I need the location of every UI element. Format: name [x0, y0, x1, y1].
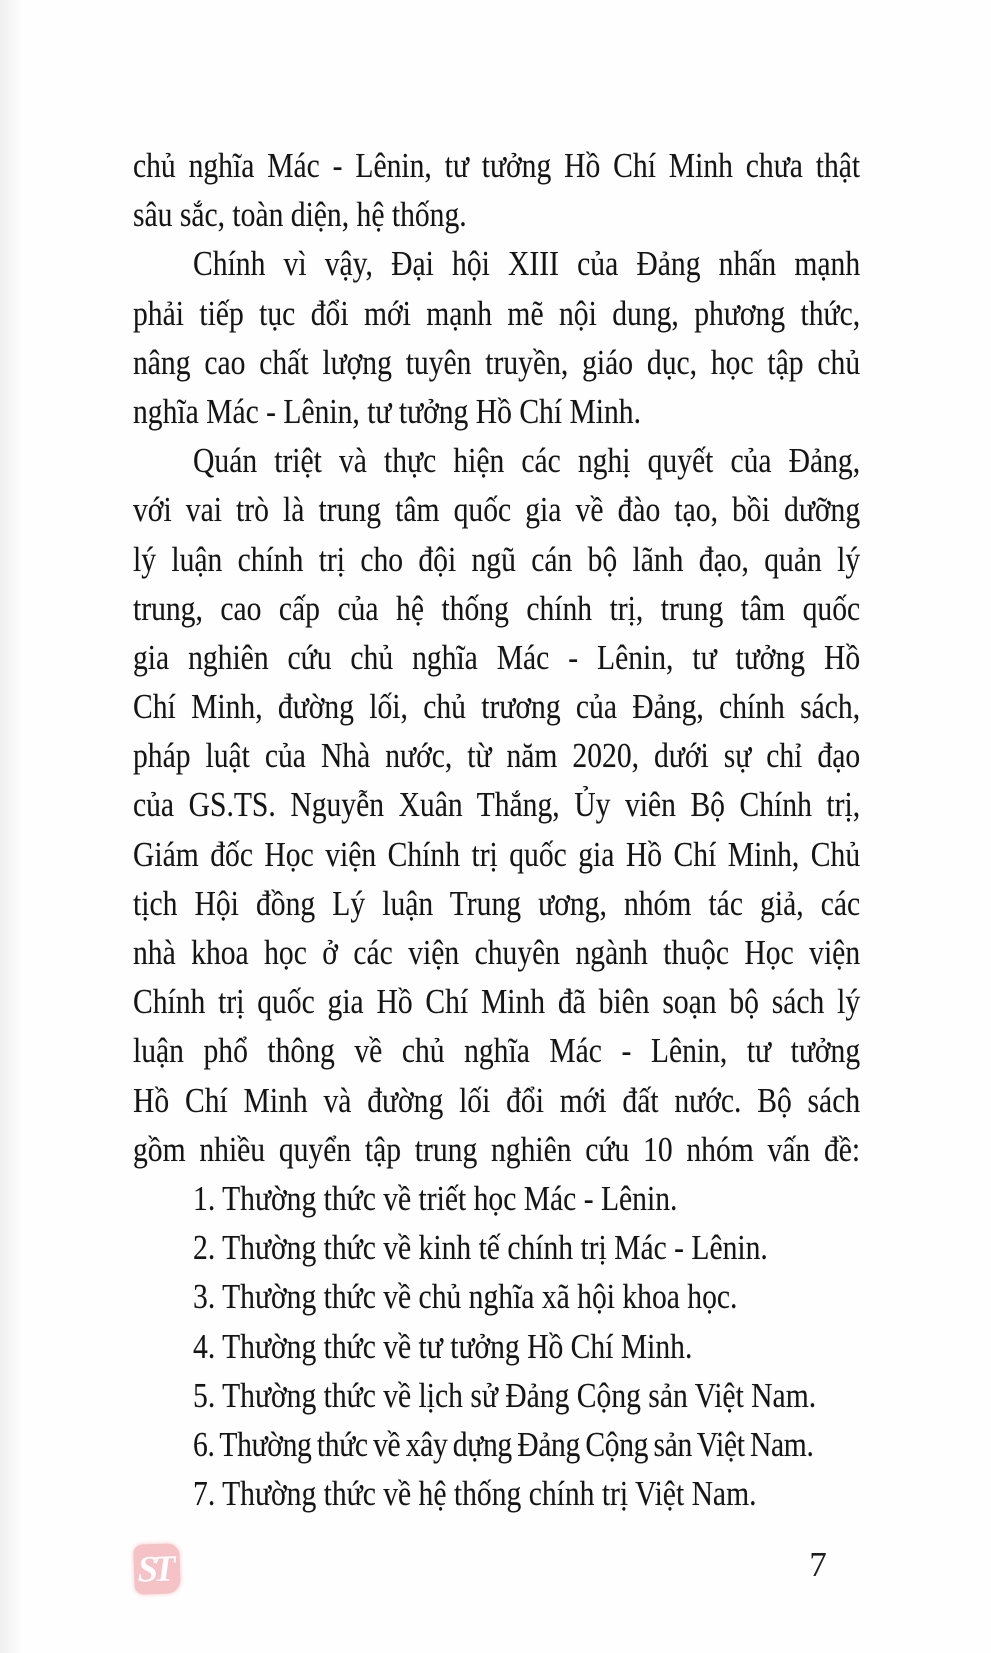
text-line: với vai trò là trung tâm quốc gia về đào tạo, bồi dưỡng	[133, 490, 861, 530]
text-line: luận phổ thông về chủ nghĩa Mác - Lênin, tư tưởng	[133, 1031, 861, 1071]
text-line: phải tiếp tục đổi mới mạnh mẽ nội dung, phương thức,	[133, 293, 861, 333]
text-line: gia nghiên cứu chủ nghĩa Mác - Lênin, tư tưởng Hồ	[133, 637, 861, 677]
text-line: pháp luật của Nhà nước, từ năm 2020, dưới sự chỉ đạo	[133, 736, 861, 776]
text-line: 7. Thường thức về hệ thống chính trị Việt Nam.	[193, 1474, 757, 1514]
text-line: 6. Thường thức về xây dựng Đảng Cộng sản Việt Nam.	[193, 1424, 814, 1464]
text-line: Giám đốc Học viện Chính trị quốc gia Hồ Chí Minh, Chủ	[133, 834, 861, 874]
body-text-block	[133, 141, 860, 1518]
text-line: của GS.TS. Nguyễn Xuân Thắng, Ủy viên Bộ Chính trị,	[133, 785, 861, 825]
text-line: 4. Thường thức về tư tưởng Hồ Chí Minh.	[193, 1326, 693, 1366]
text-line: Quán triệt và thực hiện các nghị quyết của Đảng,	[193, 441, 861, 481]
scan-edge-shadow	[0, 0, 22, 1653]
text-line: nâng cao chất lượng tuyên truyền, giáo dục, học tập chủ	[133, 342, 861, 382]
st-stamp-watermark	[133, 1543, 181, 1595]
text-line: 1. Thường thức về triết học Mác - Lênin.	[193, 1178, 678, 1218]
text-line: Hồ Chí Minh và đường lối đổi mới đất nước. Bộ sách	[133, 1080, 861, 1120]
page-number: 7	[809, 1545, 827, 1584]
text-line: Chính vì vậy, Đại hội XIII của Đảng nhấn mạnh	[193, 244, 861, 284]
text-line: 3. Thường thức về chủ nghĩa xã hội khoa học.	[193, 1277, 738, 1317]
text-line: gồm nhiều quyển tập trung nghiên cứu 10 nhóm vấn đề:	[133, 1129, 861, 1169]
text-line: Chí Minh, đường lối, chủ trương của Đảng, chính sách,	[133, 687, 861, 727]
text-line: Chính trị quốc gia Hồ Chí Minh đã biên soạn bộ sách lý	[133, 982, 861, 1022]
text-line: trung, cao cấp của hệ thống chính trị, trung tâm quốc	[133, 588, 861, 628]
text-line: chủ nghĩa Mác - Lênin, tư tưởng Hồ Chí Minh chưa thật	[133, 146, 861, 185]
text-line: 2. Thường thức về kinh tế chính trị Mác - Lênin.	[193, 1228, 768, 1268]
text-line: 5. Thường thức về lịch sử Đảng Cộng sản Việt Nam.	[193, 1375, 817, 1415]
watermark-letters: ST	[136, 1548, 172, 1591]
text-line: lý luận chính trị cho đội ngũ cán bộ lãnh đạo, quản lý	[133, 539, 861, 579]
text-line: tịch Hội đồng Lý luận Trung ương, nhóm tác giả, các	[133, 883, 861, 923]
text-line: nhà khoa học ở các viện chuyên ngành thuộc Học viện	[133, 933, 861, 972]
text-line: nghĩa Mác - Lênin, tư tưởng Hồ Chí Minh.	[133, 391, 642, 431]
text-line: sâu sắc, toàn diện, hệ thống.	[133, 195, 467, 235]
